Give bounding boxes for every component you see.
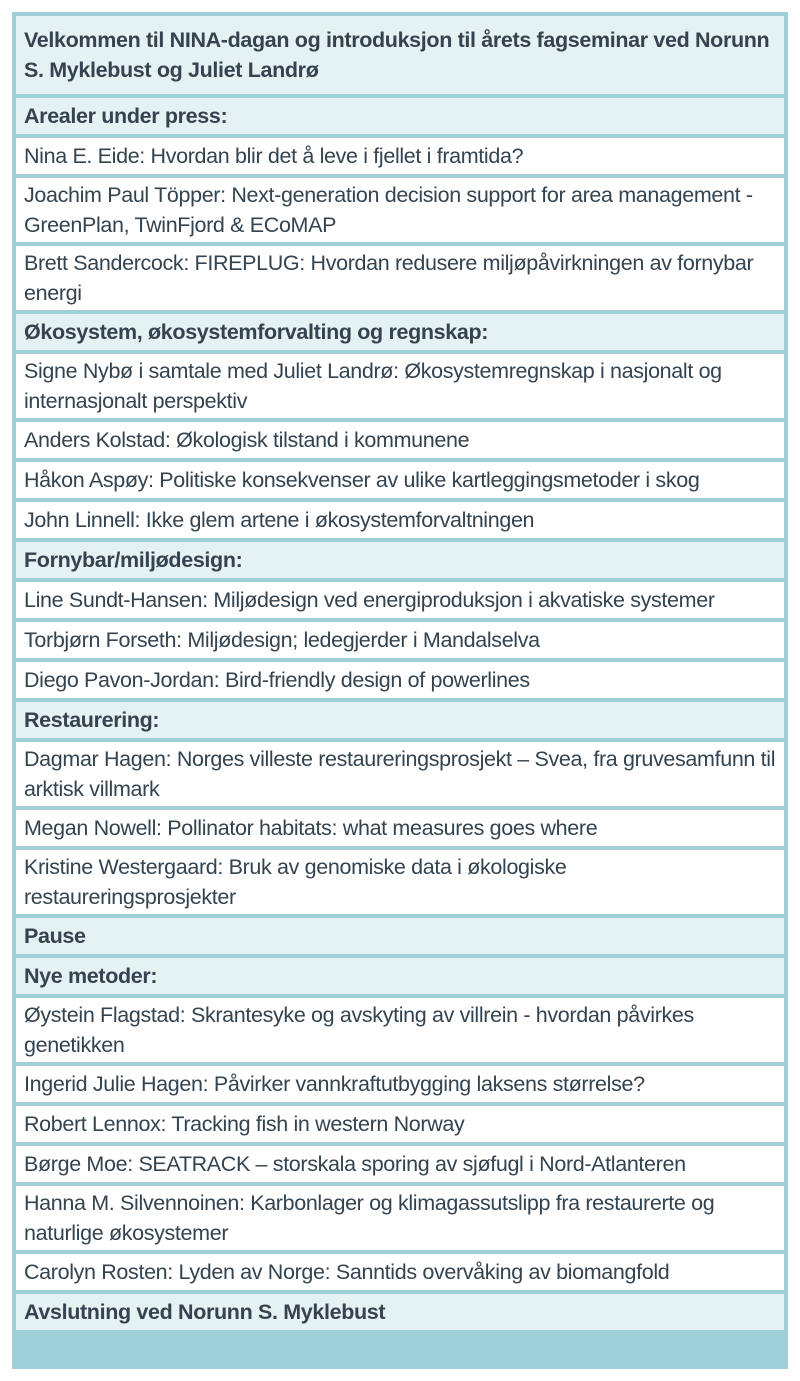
program-item [16,246,784,310]
program-item [16,850,784,914]
program-item [16,1106,784,1142]
program-item-text: Line Sundt-Hansen: Miljødesign ved energiproduksjon i akvatiske systemer [24,588,715,612]
program-item-text: Ingerid Julie Hagen: Påvirker vannkraftutbygging laksens størrelse? [24,1072,645,1096]
section-heading [16,918,784,954]
program-item [16,622,784,658]
program-table [12,12,788,1369]
program-item-text: Robert Lennox: Tracking fish in western Norway [24,1112,465,1136]
program-item [16,998,784,1062]
program-item-text: Diego Pavon-Jordan: Bird-friendly design of powerlines [24,668,530,692]
program-item-text: Brett Sandercock: FIREPLUG: Hvordan redusere miljøpåvirkningen av fornybar energi [24,251,754,305]
section-heading-text: Nye metoder: [24,964,158,988]
program-item [16,742,784,806]
program-item [16,138,784,174]
program-item-text: Nina E. Eide: Hvordan blir det å leve i fjellet i framtida? [24,144,524,168]
section-heading-text: Arealer under press: [24,104,228,128]
program-item [16,1066,784,1102]
section-heading-text: Avslutning ved Norunn S. Myklebust [24,1300,386,1324]
program-item-text: Øystein Flagstad: Skrantesyke og avskyting av villrein - hvordan påvirkes genetikken [24,1003,694,1057]
section-heading [16,542,784,578]
section-heading [16,702,784,738]
section-heading-text: Pause [24,924,86,948]
program-item [16,662,784,698]
section-heading-text: Restaurering: [24,708,160,732]
program-item-text: Håkon Aspøy: Politiske konsekvenser av ulike kartleggingsmetoder i skog [24,468,700,492]
section-heading [16,16,784,94]
section-heading-text: Økosystem, økosystemforvalting og regnskap: [24,320,489,344]
program-item [16,1186,784,1250]
program-item [16,354,784,418]
program-item [16,178,784,242]
program-item [16,462,784,498]
section-heading-text: Fornybar/miljødesign: [24,548,243,572]
program-item [16,502,784,538]
section-heading [16,314,784,350]
program-item [16,582,784,618]
program-item-text: Hanna M. Silvennoinen: Karbonlager og klimagassutslipp fra restaurerte og naturlige økosystemer [24,1191,715,1245]
section-heading [16,1294,784,1330]
program-item [16,1254,784,1290]
section-heading [16,98,784,134]
program-item-text: Joachim Paul Töpper: Next-generation decision support for area management - GreenPlan, TwinFjord & ECoMAP [24,183,753,237]
program-item [16,810,784,846]
program-item-text: John Linnell: Ikke glem artene i økosystemforvaltningen [24,508,535,532]
program-item-text: Børge Moe: SEATRACK – storskala sporing av sjøfugl i Nord-Atlanteren [24,1152,686,1176]
program-item-text: Torbjørn Forseth: Miljødesign; ledegjerder i Mandalselva [24,628,540,652]
section-heading-text: Velkommen til NINA-dagan og introduksjon til årets fagseminar ved Norunn S. Myklebust og Juliet Landrø [24,28,770,82]
program-item-text: Megan Nowell: Pollinator habitats: what measures goes where [24,816,598,840]
program-item-text: Carolyn Rosten: Lyden av Norge: Sanntids overvåking av biomangfold [24,1260,670,1284]
program-item-text: Anders Kolstad: Økologisk tilstand i kommunene [24,428,470,452]
program-item-text: Kristine Westergaard: Bruk av genomiske data i økologiske restaureringsprosjekter [24,855,567,909]
program-item [16,422,784,458]
program-item [16,1146,784,1182]
program-item-text: Signe Nybø i samtale med Juliet Landrø: Økosystemregnskap i nasjonalt og internasjonalt perspektiv [24,359,722,413]
section-heading [16,958,784,994]
program-item-text: Dagmar Hagen: Norges villeste restaureringsprosjekt – Svea, fra gruvesamfunn til arktisk villmark [24,747,776,801]
